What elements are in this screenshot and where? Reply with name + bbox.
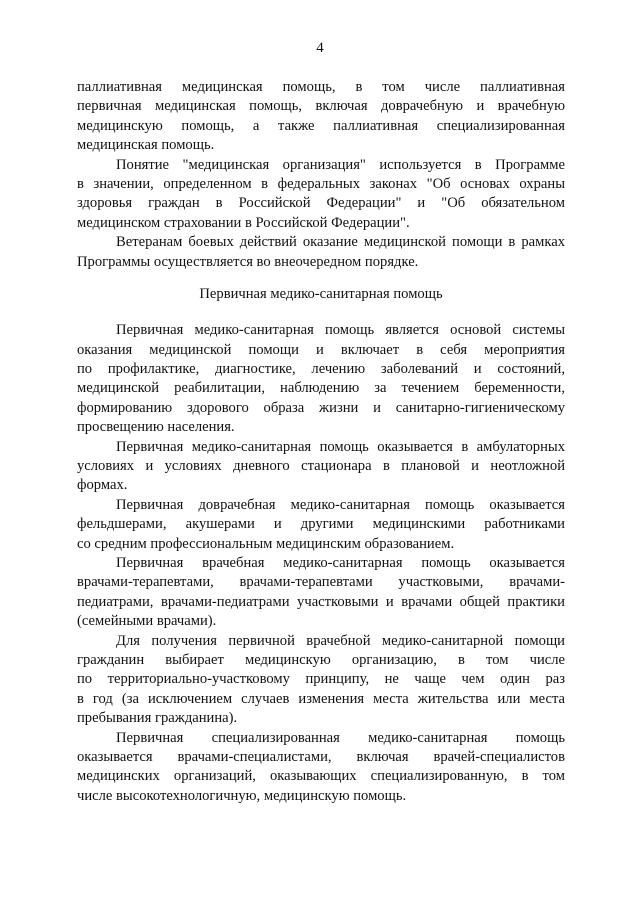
section-heading: Первичная медико-санитарная помощь (199, 285, 443, 302)
text-line: условиях и условиях дневного стационара в плановой и неотложной (77, 458, 565, 475)
intro-section (77, 78, 565, 272)
text-line: фельдшерами, акушерами и другими медицинскими работниками (77, 516, 565, 533)
text-line: числе высокотехнологичную, медицинскую помощь. (77, 787, 407, 804)
text-line: по профилактике, диагностике, лечению заболеваний и состояний, (77, 361, 565, 378)
text-line: формированию здорового образа жизни и санитарно-гигиеническому (77, 399, 565, 416)
paragraph (77, 438, 565, 496)
paragraph (77, 321, 565, 437)
text-line: медицинских организаций, оказывающих специализированную, в том (77, 768, 565, 785)
text-line: в год (за исключением случаев изменения места жительства или места (77, 690, 565, 707)
text-line: формах. (77, 477, 128, 494)
text-line: просвещению населения. (77, 419, 235, 436)
primary-care-section (77, 321, 565, 806)
text-line: педиатрами, врачами-педиатрами участковыми и врачами общей практики (77, 593, 565, 610)
text-line: гражданин выбирает медицинскую организацию, в том числе (77, 651, 565, 668)
paragraph (77, 78, 565, 156)
paragraph (77, 729, 565, 807)
text-line: Для получения первичной врачебной медико-санитарной помощи (116, 632, 565, 649)
text-line: Первичная медико-санитарная помощь является основой системы (116, 322, 565, 339)
text-line: врачами-терапевтами, врачами-терапевтами участковыми, врачами- (77, 574, 565, 591)
text-line: медицинская помощь. (77, 137, 215, 154)
text-line: Первичная специализированная медико-санитарная помощь (116, 729, 565, 746)
text-line: в значении, определенном в федеральных законах "Об основах охраны (77, 175, 565, 192)
document-body (77, 78, 565, 806)
paragraph (77, 156, 565, 234)
text-line: первичная медицинская помощь, включая доврачебную и врачебную (77, 98, 565, 115)
text-line: оказания медицинской помощи и включает в себя мероприятия (77, 341, 565, 358)
page-number: 4 (316, 40, 324, 56)
text-line: пребывания гражданина). (77, 710, 238, 727)
text-line: со средним профессиональным медицинским образованием. (77, 535, 455, 552)
text-line: Первичная медико-санитарная помощь оказывается в амбулаторных (116, 438, 565, 455)
text-line: паллиативная медицинская помощь, в том числе паллиативная (77, 79, 565, 95)
text-line: Программы осуществляется во внеочередном порядке. (77, 253, 419, 270)
text-line: Первичная доврачебная медико-санитарная помощь оказывается (116, 496, 565, 513)
text-line: Ветеранам боевых действий оказание медицинской помощи в рамках (116, 234, 565, 251)
text-line: медицинскую помощь, а также паллиативная специализированная (77, 117, 565, 134)
text-line: по территориально-участковому принципу, не чаще чем один раз (77, 671, 565, 688)
text-line: медицинском страховании в Российской Федерации". (77, 214, 410, 231)
text-line: оказывается врачами-специалистами, включая врачей-специалистов (77, 748, 565, 765)
paragraph (77, 496, 565, 554)
paragraph (77, 632, 565, 729)
text-line: Понятие "медицинская организация" используется в Программе (116, 156, 565, 173)
text-line: (семейными врачами). (77, 613, 217, 630)
text-line: здоровья граждан в Российской Федерации" и "Об обязательном (77, 195, 565, 212)
text-line: медицинской реабилитации, наблюдению за течением беременности, (77, 380, 565, 397)
text-line: Первичная врачебная медико-санитарная помощь оказывается (116, 554, 565, 571)
paragraph (77, 233, 565, 272)
paragraph (77, 554, 565, 632)
